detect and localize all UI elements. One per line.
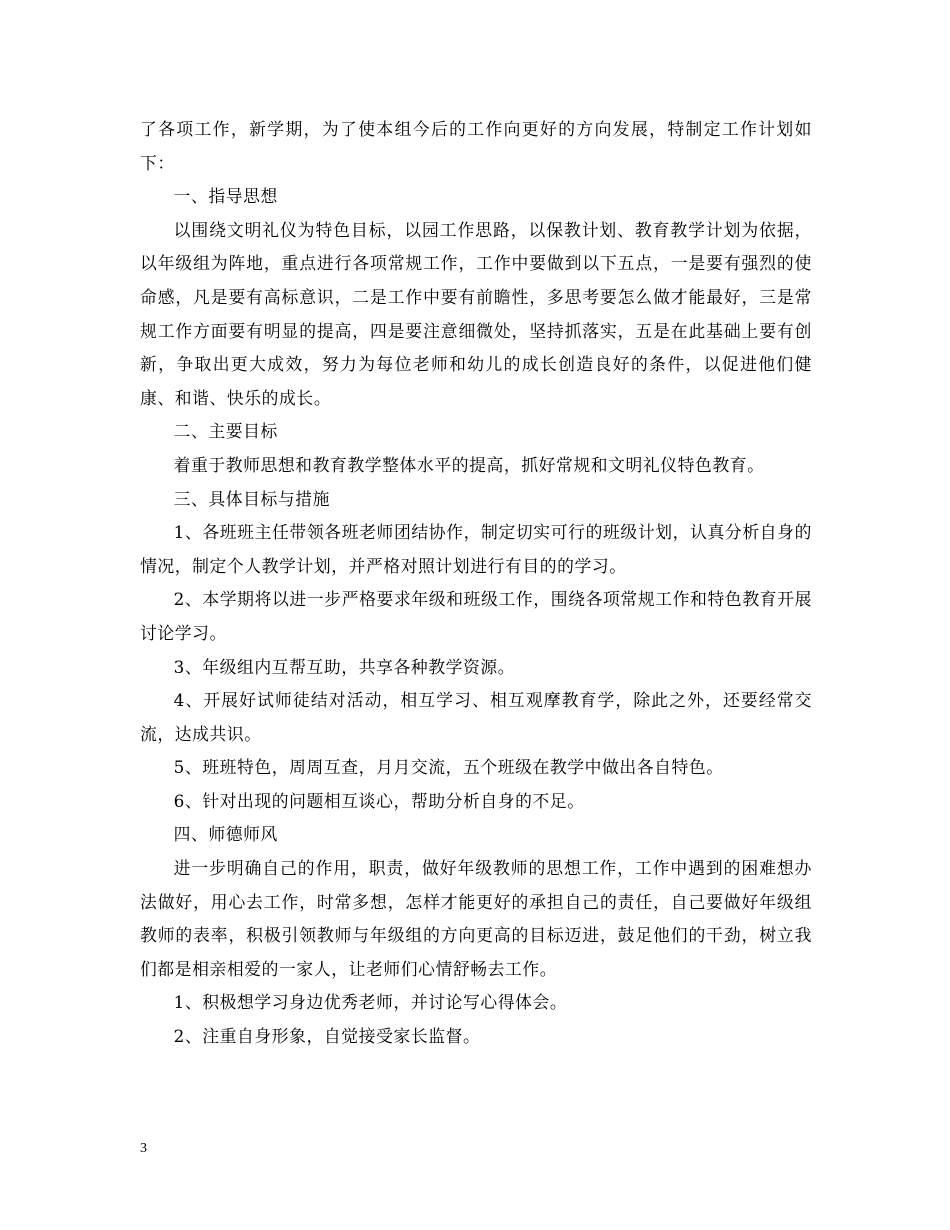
page-number: 3 (140, 1141, 147, 1156)
list-item-measure-4: 4、开展好试师徒结对活动，相互学习、相互观摩教育学，除此之外，还要经常交流，达成共识。 (140, 690, 812, 744)
list-item-measure-6: 6、针对出现的问题相互谈心，帮助分析自身的不足。 (173, 790, 585, 811)
section-heading-main-goals: 二、主要目标 (173, 421, 278, 442)
section-heading-teacher-ethics: 四、师德师风 (173, 824, 278, 845)
list-item-ethics-1: 1、积极想学习身边优秀老师，并讨论写心得体会。 (173, 992, 568, 1013)
list-item-ethics-2: 2、注重自身形象，自觉接受家长监督。 (173, 1026, 481, 1047)
section-heading-specific-goals: 三、具体目标与措施 (173, 488, 331, 509)
paragraph-intro-continuation: 了各项工作，新学期，为了使本组今后的工作向更好的方向发展，特制定工作计划如下： (140, 119, 812, 173)
paragraph-main-goals: 着重于教师思想和教育教学整体水平的提高，抓好常规和文明礼仪特色教育。 (173, 454, 765, 475)
list-item-measure-3: 3、年级组内互帮互助，共享各种教学资源。 (173, 656, 516, 677)
paragraph-teacher-ethics: 进一步明确自己的作用，职责，做好年级教师的思想工作，工作中遇到的困难想办法做好，用心去工作，时常多想，怎样才能更好的承担自己的责任，自己要做好年级组教师的表率，积极引领教师与年级组的方向更高的目标迈进，鼓足他们的干劲，树立我们都是相亲相爱的一家人，让老师们心情舒畅去工作。 (140, 858, 812, 979)
section-heading-guiding-ideology: 一、指导思想 (173, 186, 278, 207)
list-item-measure-5: 5、班班特色，周周互查，月月交流，五个班级在教学中做出各自特色。 (173, 757, 724, 778)
document-body (140, 113, 812, 1054)
list-item-measure-1: 1、各班班主任带领各班老师团结协作，制定切实可行的班级计划，认真分析自身的情况，制定个人教学计划，并严格对照计划进行有目的的学习。 (140, 522, 812, 576)
list-item-measure-2: 2、本学期将以进一步严格要求年级和班级工作，围绕各项常规工作和特色教育开展讨论学习。 (140, 589, 812, 643)
paragraph-guiding-ideology: 以围绕文明礼仪为特色目标，以园工作思路，以保教计划、教育教学计划为依据，以年级组为阵地，重点进行各项常规工作，工作中要做到以下五点，一是要有强烈的使命感，凡是要有高标意识，二是工作中要有前瞻性，多思考要怎么做才能最好，三是常规工作方面要有明显的提高，四是要注意细微处，坚持抓落实，五是在此基础上要有创新，争取出更大成效，努力为每位老师和幼儿的成长创造良好的条件，以促进他们健康、和谐、快乐的成长。 (140, 219, 812, 408)
